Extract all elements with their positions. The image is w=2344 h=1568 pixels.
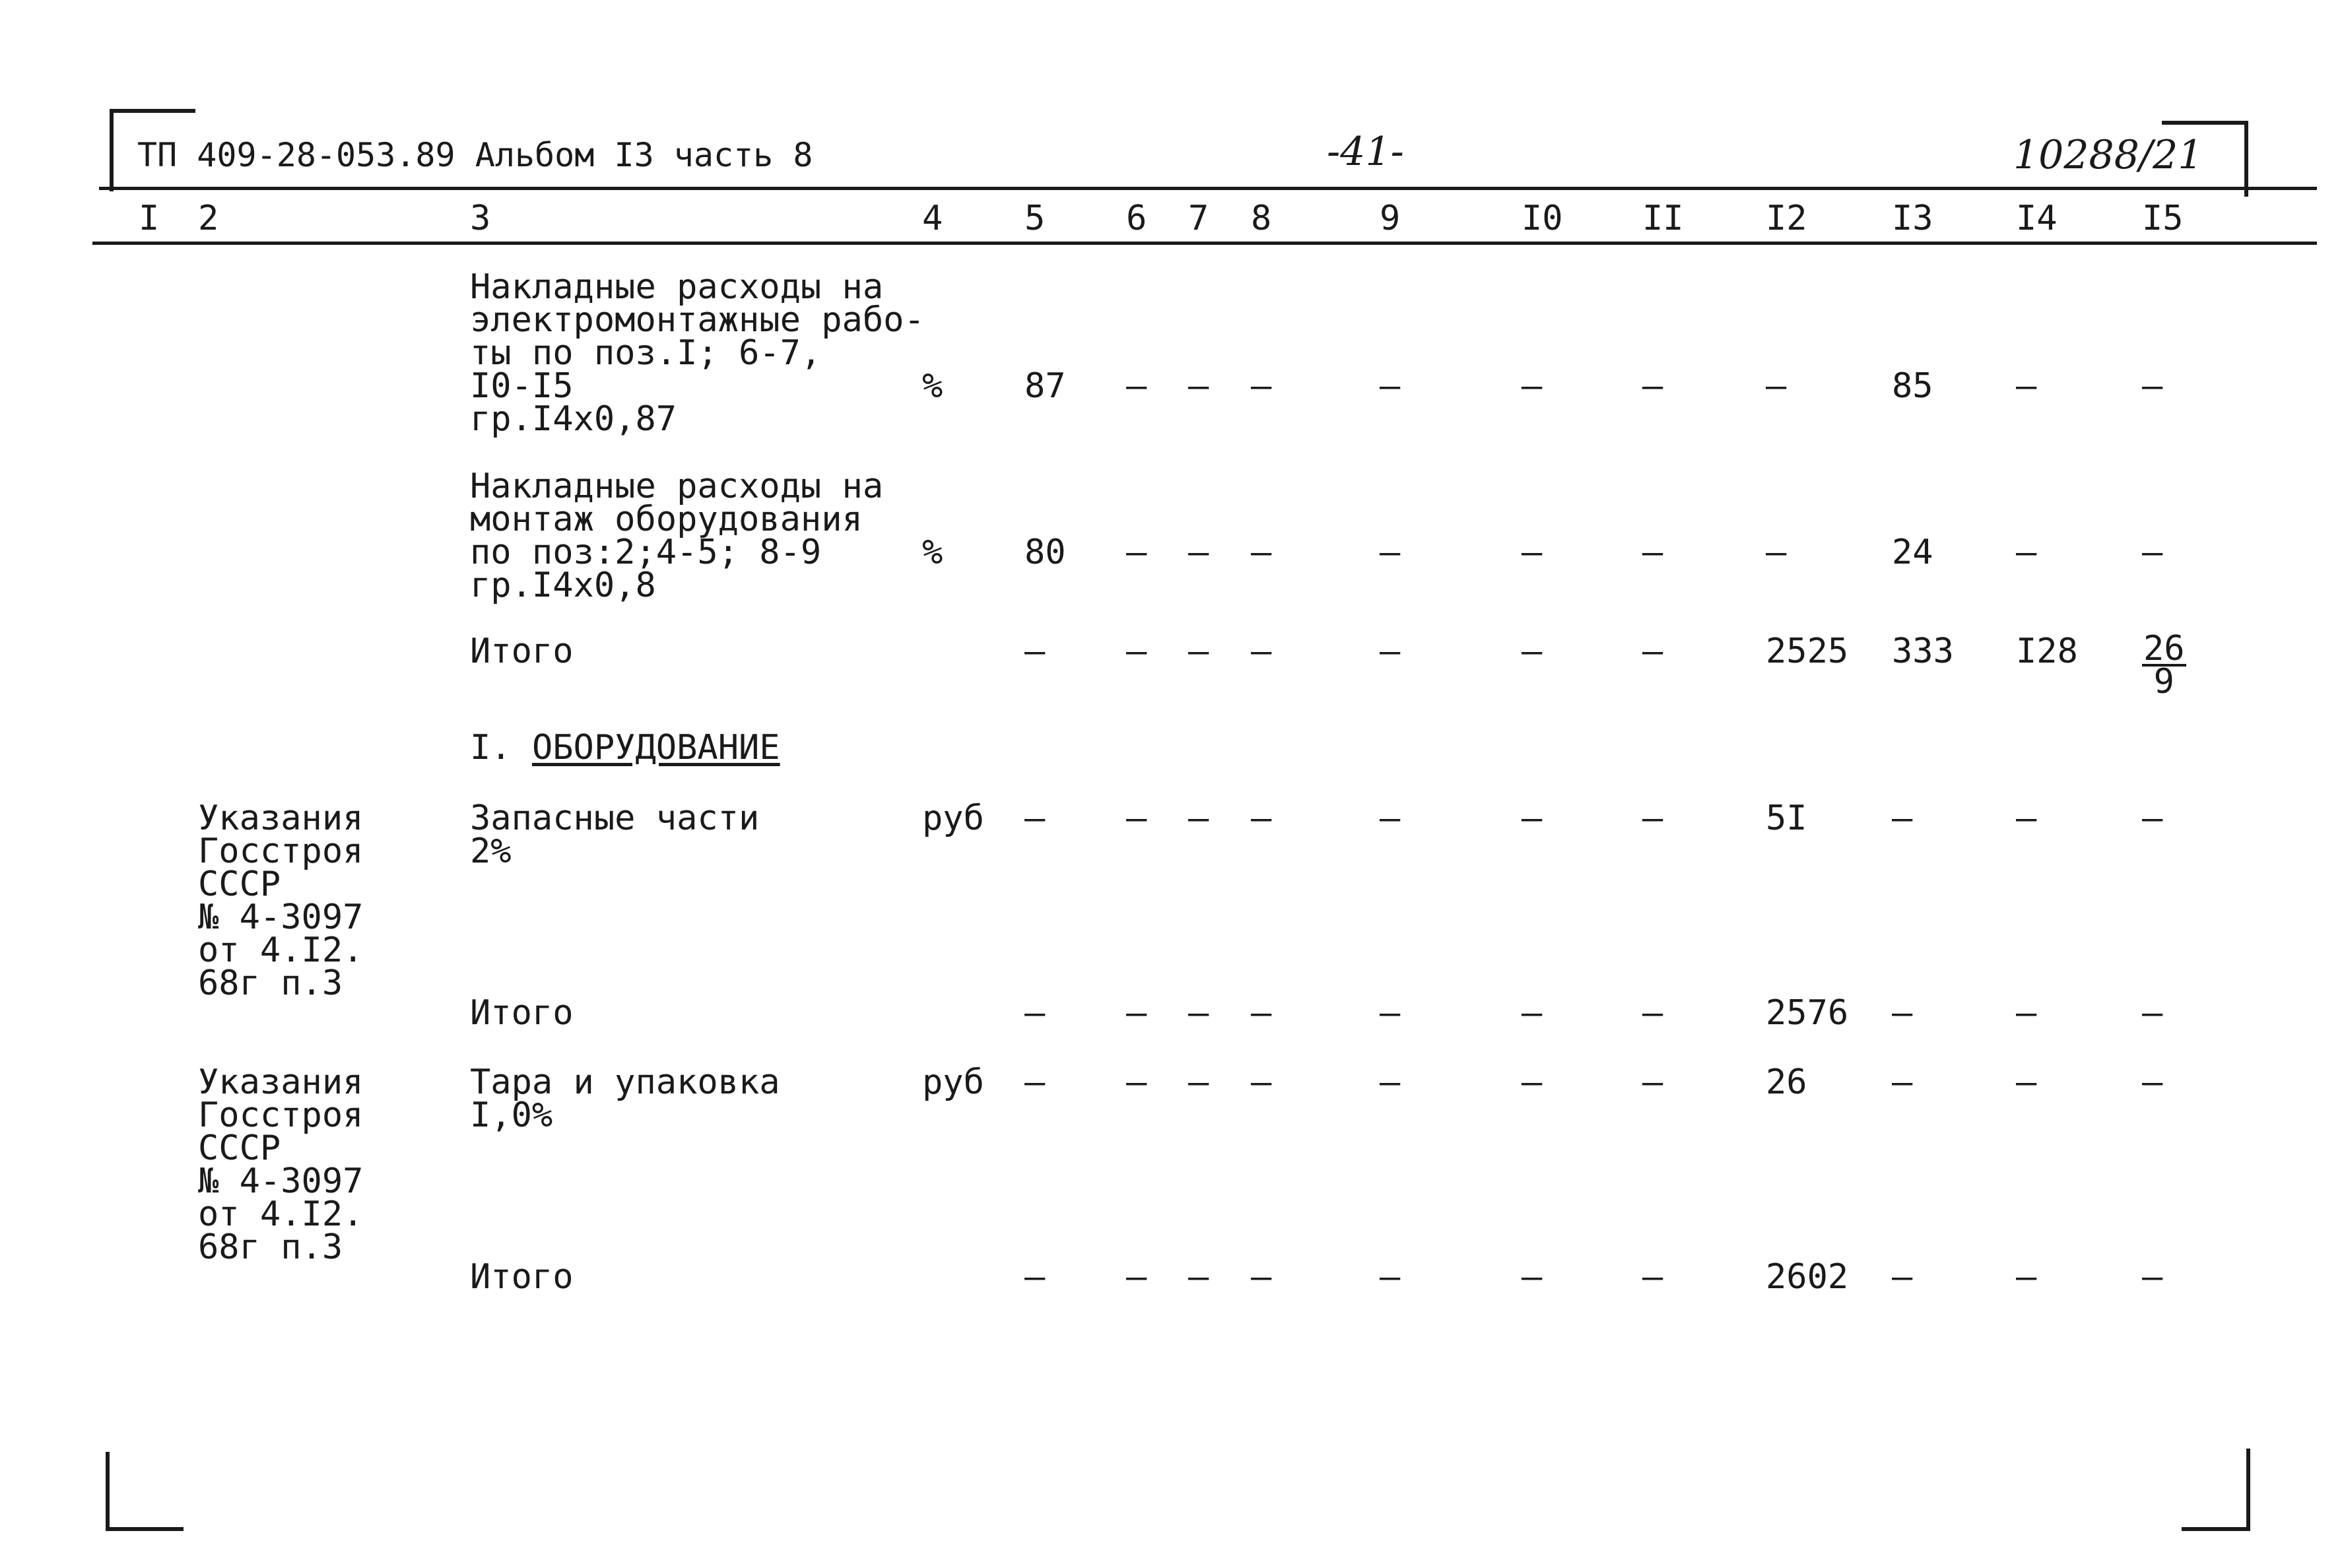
row-description: Тара и упаковка I,0%	[470, 1062, 780, 1135]
row-value-col-9: –	[1380, 1062, 1401, 1102]
row-value-col-7: –	[1188, 632, 1209, 671]
row-value-col-6: –	[1126, 799, 1147, 838]
row-value-col-10: –	[1522, 366, 1543, 406]
row-value-col-5: –	[1024, 993, 1046, 1033]
column-header-13: I3	[1892, 199, 1933, 238]
row-value-col-10: –	[1522, 632, 1543, 671]
row-value-col-15: –	[2142, 533, 2163, 572]
row-value-col-8: –	[1251, 632, 1272, 671]
section-heading	[470, 728, 780, 768]
row-value-col-13: –	[1892, 799, 1913, 838]
row-description: Итого	[470, 993, 574, 1033]
row-value-col-5: –	[1024, 632, 1046, 671]
row-value-col-7: –	[1188, 533, 1209, 572]
row-value-col-6: –	[1126, 632, 1147, 671]
column-header-3: 3	[470, 199, 491, 238]
fraction-numerator: 26	[2143, 629, 2185, 669]
row-value-col-9: –	[1380, 993, 1401, 1033]
row-value-col-12: 5I	[1766, 799, 1807, 838]
row-unit: руб	[922, 1062, 984, 1102]
row-value-col-12: 2576	[1766, 993, 1849, 1033]
row-value-col-6: –	[1126, 533, 1147, 572]
inventory-number: 10288/21	[2013, 132, 2203, 178]
row-value-col-11: –	[1642, 533, 1663, 572]
row-value-col-9: –	[1380, 1257, 1401, 1297]
row-value-col-11: –	[1642, 1257, 1663, 1297]
row-value-col-6: –	[1126, 366, 1147, 406]
row-value-col-7: –	[1188, 1257, 1209, 1297]
row-value-col-11: –	[1642, 366, 1663, 406]
row-value-col-7: –	[1188, 366, 1209, 406]
frame-corner-bottom-right-h	[2182, 1527, 2250, 1531]
row-value-col-10: –	[1522, 993, 1543, 1033]
frame-corner-top-right-h	[2162, 121, 2248, 125]
row-value-col-12: 2525	[1766, 632, 1849, 671]
row-description: Запасные части 2%	[470, 799, 760, 871]
column-header-1: I	[139, 199, 160, 238]
row-value-col-8: –	[1251, 1062, 1272, 1102]
row-value-col-5: –	[1024, 1257, 1046, 1297]
column-header-14: I4	[2016, 199, 2058, 238]
row-value-col-7: –	[1188, 1062, 1209, 1102]
row-value-col-6: –	[1126, 1257, 1147, 1297]
column-header-15: I5	[2142, 199, 2184, 238]
row-value-col-15: –	[2142, 366, 2163, 406]
row-value-col-8: –	[1251, 533, 1272, 572]
row-value-col-13: 333	[1892, 632, 1954, 671]
section-number: I.	[470, 728, 512, 768]
row-description: Накладные расходы на электромонтажные рабо- ты по поз.I; 6-7, I0-I5 гр.I4x0,87	[470, 267, 925, 439]
row-value-col-15: –	[2142, 799, 2163, 838]
row-value-col-12: 26	[1766, 1062, 1807, 1102]
row-fraction-col-15	[2142, 629, 2186, 702]
section-title: ОБОРУДОВАНИЕ	[531, 728, 780, 768]
row-value-col-5: 87	[1024, 366, 1066, 406]
row-value-col-15: –	[2142, 993, 2163, 1033]
row-description: Итого	[470, 632, 574, 671]
row-value-col-13: –	[1892, 993, 1913, 1033]
frame-corner-bottom-right-v	[2246, 1449, 2250, 1531]
row-value-col-7: –	[1188, 993, 1209, 1033]
column-header-4: 4	[922, 199, 943, 238]
row-value-col-14: –	[2016, 1062, 2037, 1102]
row-value-col-14: –	[2016, 799, 2037, 838]
header-rule-bottom	[92, 242, 2317, 245]
column-header-12: I2	[1766, 199, 1807, 238]
header-rule-top	[99, 187, 2317, 190]
frame-corner-bottom-left-v	[106, 1452, 110, 1531]
row-value-col-11: –	[1642, 993, 1663, 1033]
column-header-2: 2	[198, 199, 219, 238]
row-value-col-9: –	[1380, 366, 1401, 406]
row-value-col-13: 85	[1892, 366, 1933, 406]
row-value-col-14: –	[2016, 1257, 2037, 1297]
row-value-col-8: –	[1251, 799, 1272, 838]
row-value-col-8: –	[1251, 1257, 1272, 1297]
document-reference: ТП 409-28-053.89 Альбом I3 часть 8	[137, 136, 813, 174]
row-basis: Указания Госстроя СССР № 4-3097 от 4.I2. 68г п.3	[198, 799, 364, 1003]
row-value-col-5: 80	[1024, 533, 1066, 572]
row-value-col-15: –	[2142, 1062, 2163, 1102]
row-unit: %	[922, 366, 943, 406]
frame-corner-top-right-v	[2244, 121, 2248, 197]
row-value-col-11: –	[1642, 1062, 1663, 1102]
row-value-col-13: –	[1892, 1257, 1913, 1297]
row-value-col-14: I28	[2016, 632, 2078, 671]
row-value-col-9: –	[1380, 799, 1401, 838]
row-value-col-14: –	[2016, 993, 2037, 1033]
row-value-col-10: –	[1522, 533, 1543, 572]
row-value-col-9: –	[1380, 632, 1401, 671]
row-value-col-10: –	[1522, 1062, 1543, 1102]
frame-corner-bottom-left-h	[106, 1527, 184, 1531]
row-value-col-7: –	[1188, 799, 1209, 838]
row-value-col-6: –	[1126, 993, 1147, 1033]
column-header-6: 6	[1126, 199, 1147, 238]
row-value-col-11: –	[1642, 632, 1663, 671]
row-value-col-5: –	[1024, 1062, 1046, 1102]
page-number: -41-	[1327, 129, 1404, 175]
row-value-col-5: –	[1024, 799, 1046, 838]
row-unit: руб	[922, 799, 984, 838]
row-value-col-13: –	[1892, 1062, 1913, 1102]
column-header-10: I0	[1522, 199, 1563, 238]
row-value-col-12: –	[1766, 366, 1787, 406]
row-value-col-14: –	[2016, 366, 2037, 406]
frame-corner-top-left-v	[110, 109, 114, 191]
row-value-col-10: –	[1522, 799, 1543, 838]
row-value-col-12: 2602	[1766, 1257, 1849, 1297]
column-header-11: II	[1642, 199, 1684, 238]
column-header-5: 5	[1024, 199, 1046, 238]
row-value-col-11: –	[1642, 799, 1663, 838]
column-header-7: 7	[1188, 199, 1209, 238]
row-value-col-14: –	[2016, 533, 2037, 572]
row-value-col-10: –	[1522, 1257, 1543, 1297]
row-description: Накладные расходы на монтаж оборудования по поз:2;4-5; 8-9 гр.I4x0,8	[470, 467, 884, 605]
row-value-col-8: –	[1251, 993, 1272, 1033]
row-basis: Указания Госстроя СССР № 4-3097 от 4.I2. 68г п.3	[198, 1062, 364, 1267]
row-value-col-15: –	[2142, 1257, 2163, 1297]
row-unit: %	[922, 533, 943, 572]
column-header-9: 9	[1380, 199, 1401, 238]
frame-corner-top-left-h	[110, 109, 195, 113]
column-header-8: 8	[1251, 199, 1272, 238]
fraction-denominator: 9	[2153, 662, 2174, 702]
row-value-col-8: –	[1251, 366, 1272, 406]
row-value-col-9: –	[1380, 533, 1401, 572]
row-description: Итого	[470, 1257, 574, 1297]
row-value-col-12: –	[1766, 533, 1787, 572]
row-value-col-13: 24	[1892, 533, 1933, 572]
row-value-col-6: –	[1126, 1062, 1147, 1102]
